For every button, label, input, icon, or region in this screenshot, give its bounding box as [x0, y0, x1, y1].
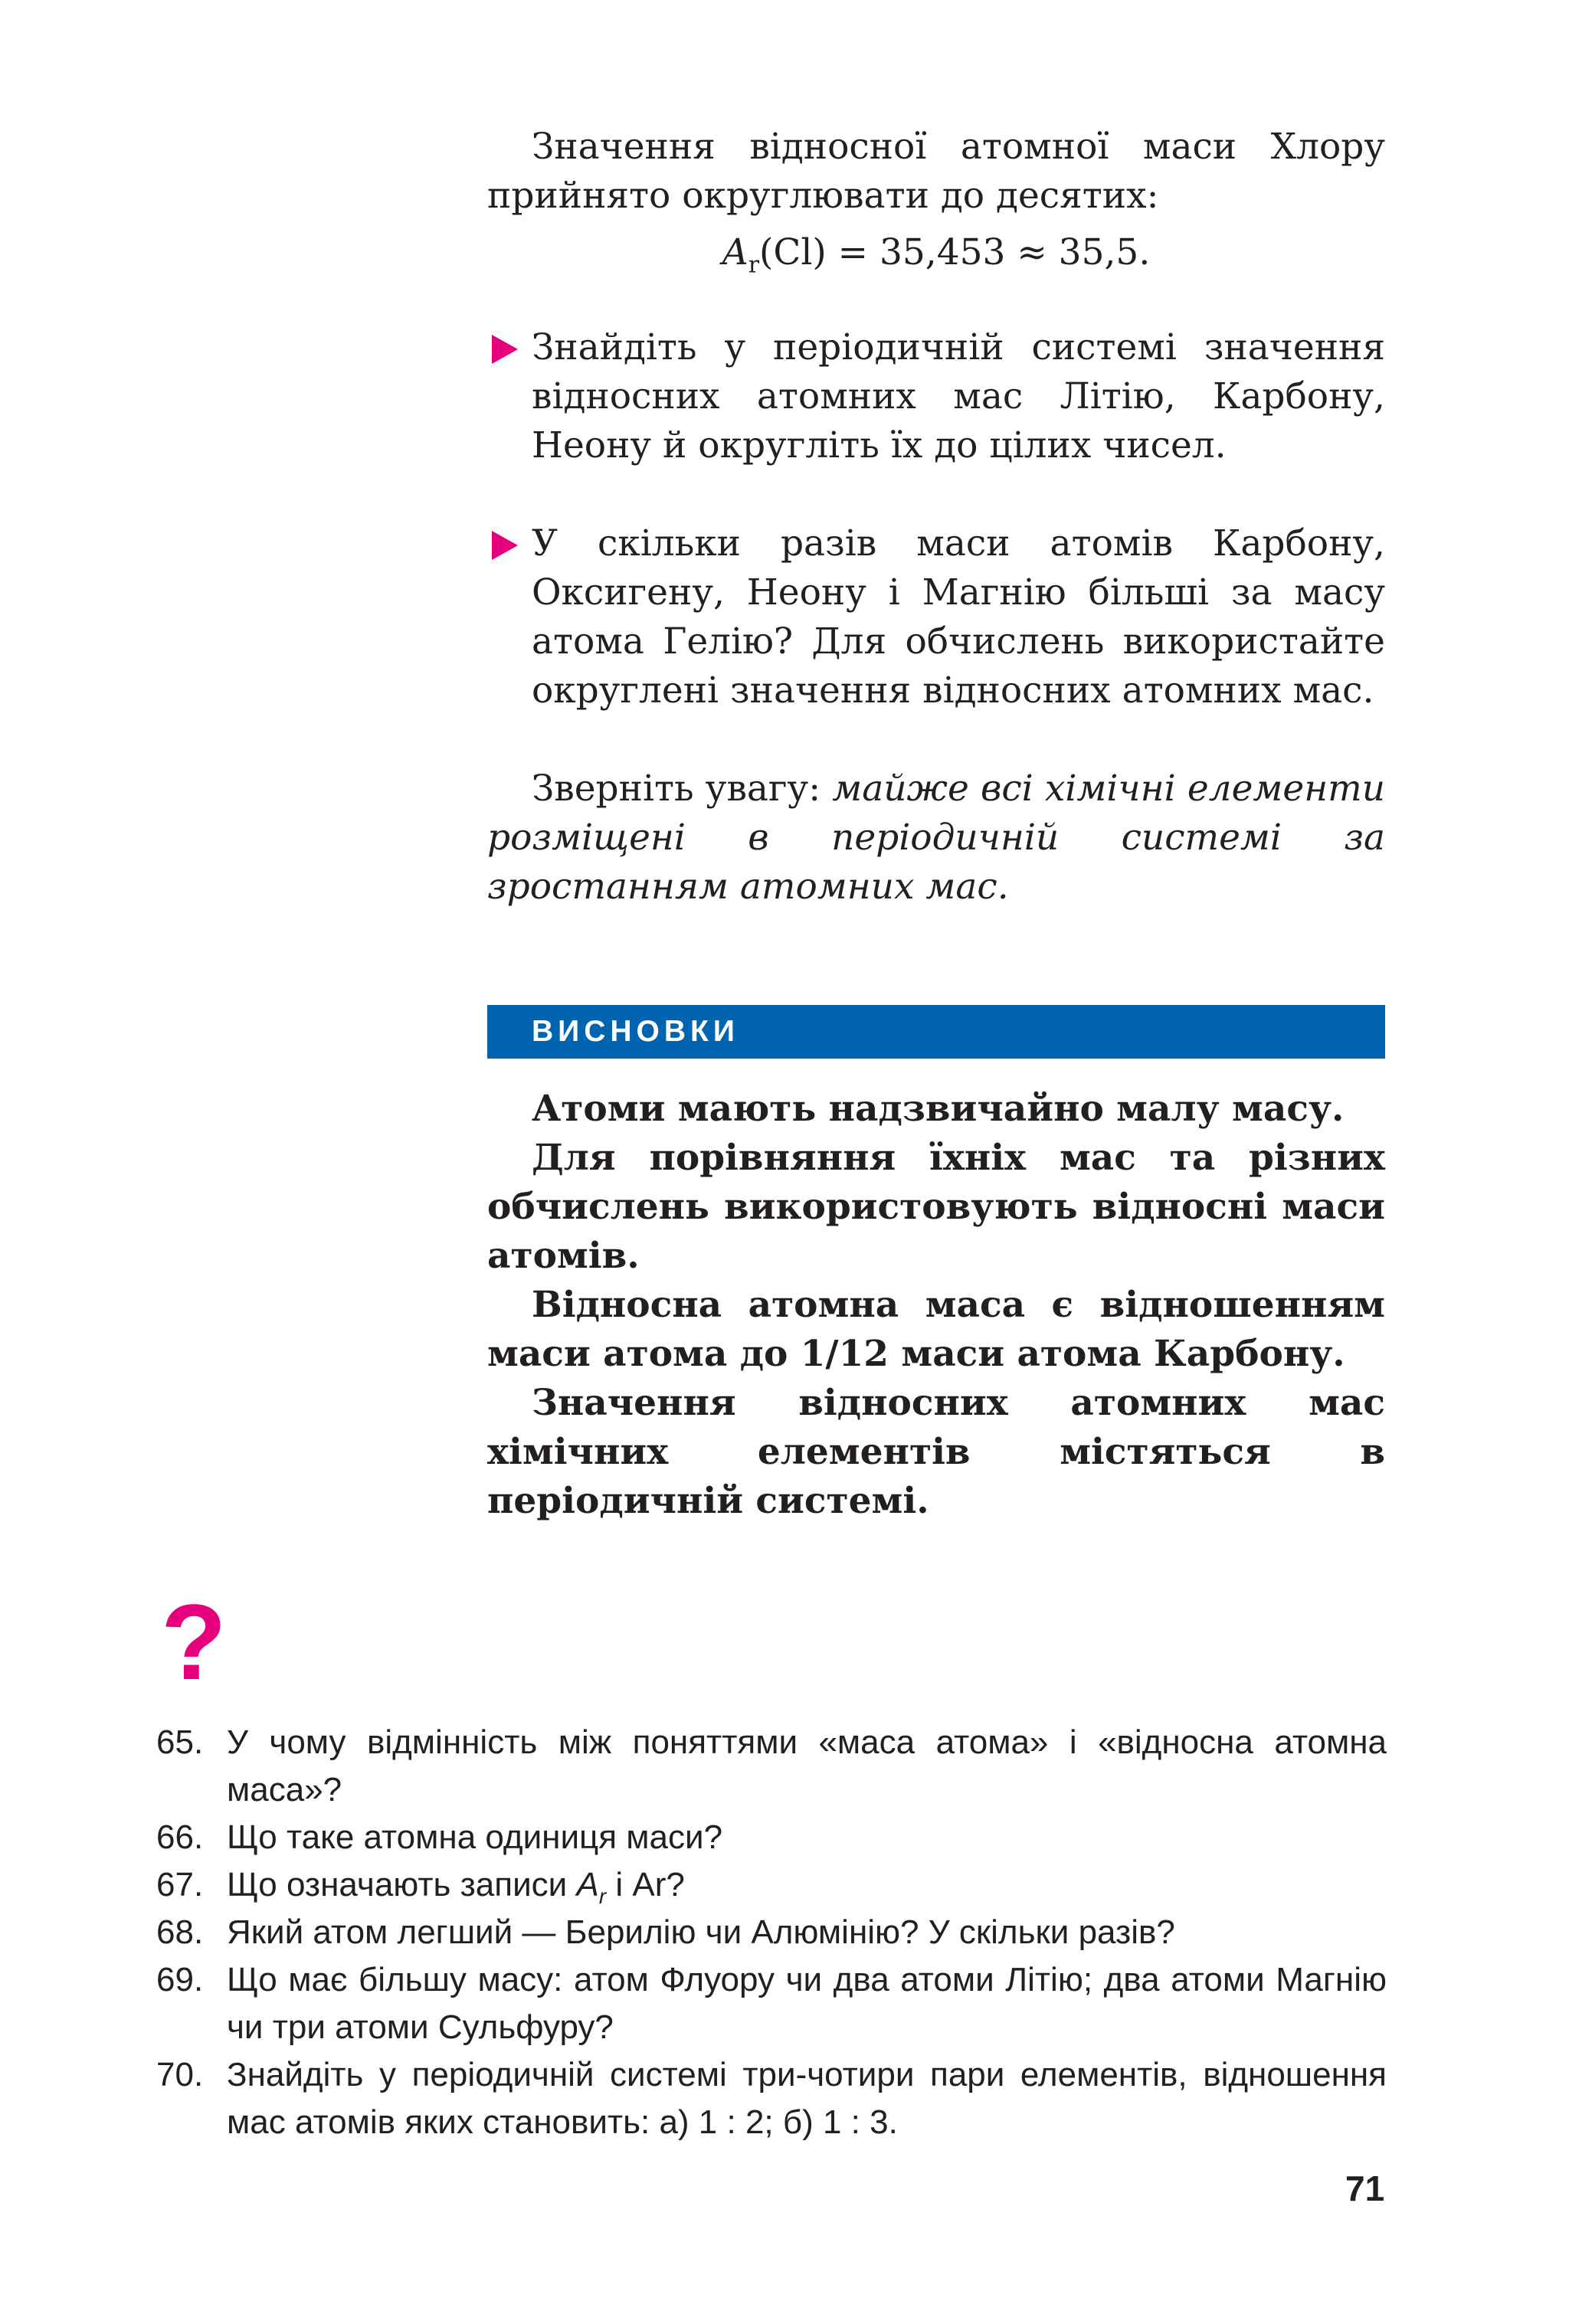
note-paragraph	[487, 764, 1385, 912]
task-1-text: Знайдіть у періодичній системі значення відносних атомних мас Літію, Карбону, Неону й округліть їх до цілих чисел.	[532, 326, 1385, 466]
questions-list	[156, 1719, 1387, 2146]
question-mark-icon: ?	[161, 1582, 227, 1702]
question-text: Який атом легший — Берилію чи Алюмінію? У скільки разів?	[227, 1913, 1175, 1951]
question-text: Знайдіть у періодичній системі три-чотири пари елементів, відношення мас атомів яких становить: а) 1 : 2; б) 1 : 3.	[227, 2056, 1387, 2141]
question-item	[156, 1909, 1387, 1956]
note-lead: Зверніть увагу:	[532, 768, 833, 810]
question-number: 68.	[156, 1913, 204, 1951]
question-item	[156, 2051, 1387, 2146]
question-number: 70.	[156, 2056, 204, 2093]
question-subscript: r	[598, 1884, 607, 1908]
conclusion-item: Атоми мають надзвичайно малу масу.	[532, 1088, 1345, 1130]
question-text: Що таке атомна одиниця маси?	[227, 1818, 723, 1856]
conclusion-item: Значення відносних атомних мас хімічних елементів містяться в періодичній системі.	[487, 1382, 1385, 1522]
question-item	[156, 1861, 1387, 1909]
question-item	[156, 1956, 1387, 2051]
conclusions-title: ВИСНОВКИ	[532, 1015, 739, 1048]
task-1	[487, 323, 1385, 470]
conclusion-item: Для порівняння їхніх мас та різних обчислень використовують відносні маси атомів.	[487, 1137, 1385, 1277]
task-2-text: У скільки разів маси атомів Карбону, Оксигену, Неону і Магнію більші за масу атома Гелію? Для обчислень використайте округлені значення відносних атомних мас.	[532, 522, 1385, 712]
formula	[487, 228, 1385, 277]
question-number: 65.	[156, 1723, 204, 1761]
intro-paragraph: Значення відносної атомної маси Хлору прийнято округлювати до десятих:	[487, 126, 1385, 217]
triangle-marker-icon	[492, 335, 518, 364]
conclusions-heading-bar	[487, 1005, 1385, 1059]
question-symbol: A	[576, 1866, 599, 1903]
conclusion-item: Відносна атомна маса є відношенням маси атома до 1/12 маси атома Карбону.	[487, 1284, 1385, 1375]
main-column	[487, 123, 1385, 1526]
question-item	[156, 1719, 1387, 1814]
formula-symbol: A	[722, 231, 748, 273]
question-number: 67.	[156, 1866, 204, 1903]
question-text-pre: Що означають записи	[227, 1866, 577, 1903]
question-item	[156, 1814, 1387, 1861]
note-emphasis: майже всі хімічні елементи розміщені в періодичній системі за зростанням атомних мас.	[487, 768, 1385, 908]
formula-expression: (Cl) = 35,453 ≈ 35,5.	[759, 231, 1151, 273]
question-number: 66.	[156, 1818, 204, 1856]
conclusions-list	[487, 1085, 1385, 1526]
question-number: 69.	[156, 1961, 204, 1998]
question-text-post: і Ar?	[606, 1866, 685, 1903]
task-2	[487, 519, 1385, 715]
page-number: 71	[1345, 2169, 1385, 2208]
triangle-marker-icon	[492, 531, 518, 560]
formula-subscript: r	[748, 251, 760, 279]
question-text: Що має більшу масу: атом Флуору чи два атоми Літію; два атоми Магнію чи три атоми Сульфуру?	[227, 1961, 1387, 2046]
question-text: У чому відмінність між поняттями «маса атома» і «відносна атомна маса»?	[227, 1723, 1387, 1808]
